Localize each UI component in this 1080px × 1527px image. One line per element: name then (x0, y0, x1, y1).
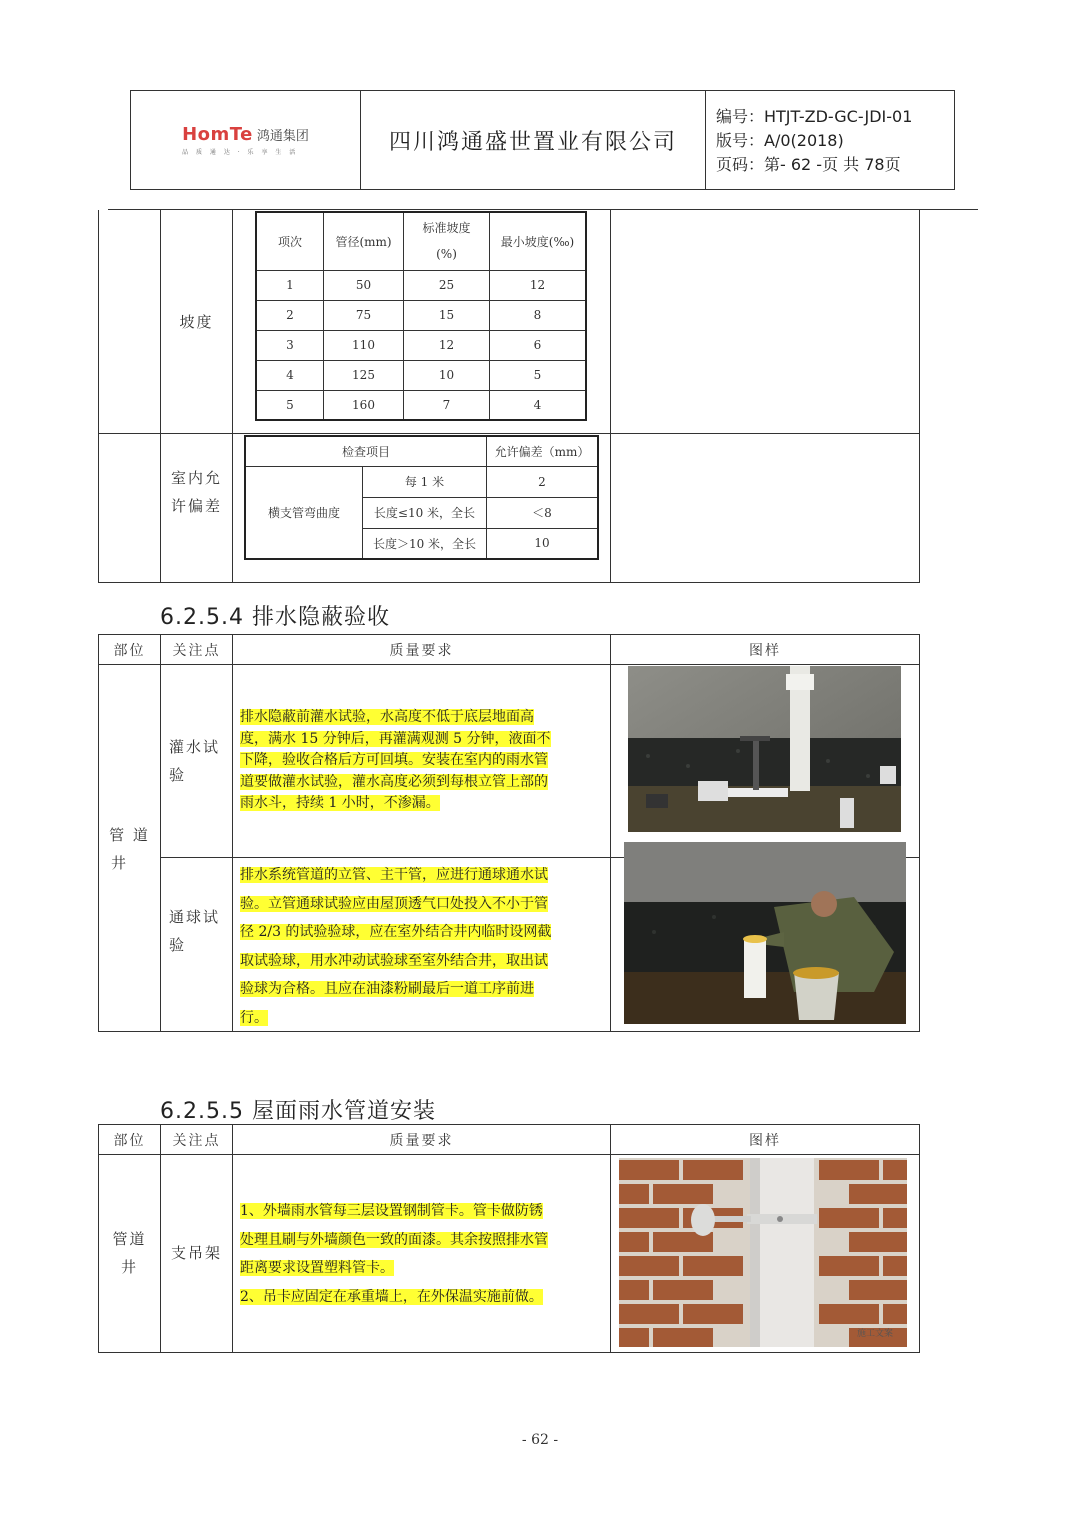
table-row: 5 160 7 4 (256, 390, 586, 420)
col-min-slope: 最小坡度(‰) (490, 212, 587, 270)
header-image: 图样 (749, 1133, 781, 1149)
slope-table (255, 211, 587, 421)
logo-slogan: 品 质 通 达 · 乐 享 生 活 (182, 149, 299, 156)
table-row: 长度＞10 米，全长 10 (245, 528, 598, 559)
requirement-bracket: 1、外墙雨水管每三层设置钢制管卡。管卡做防锈 处理且刷与外墙颜色一致的面漆。其余按照排水管 距离要求设置塑料管卡。 2、吊卡应固定在承重墙上，在外保温实施前做。 (240, 1203, 548, 1305)
rain-pipe-bracket-photo (619, 1158, 907, 1347)
focus-bracket: 支吊架 (170, 1244, 222, 1262)
company-logo (182, 124, 309, 156)
col-tolerance: 允许偏差（mm） (487, 436, 599, 466)
table-row: 长度≤10 米，全长 ＜8 (245, 497, 598, 528)
col-index: 项次 (256, 212, 324, 270)
water-fill-test-photo (628, 666, 901, 832)
table-row: 3 110 12 6 (256, 330, 586, 360)
logo-cell (131, 91, 361, 189)
doc-number: 编号：HTJT-ZD-GC-JDⅠ-01 (716, 107, 913, 126)
ball-pass-test-photo (624, 842, 906, 1024)
section-title: 6.2.5.5 屋面雨水管道安装 (160, 1099, 436, 1124)
focus-water-fill: 灌水试 验 (169, 738, 221, 784)
col-check-item: 检查项目 (245, 436, 487, 466)
deviation-label: 室内允 许偏差 (170, 469, 222, 515)
deviation-table (244, 435, 599, 560)
slope-label: 坡度 (179, 313, 214, 331)
focus-ball-test: 通球试 验 (169, 908, 221, 954)
header-part: 部位 (113, 643, 146, 659)
header-focus: 关注点 (172, 1133, 221, 1149)
logo-cn: 鸿通集团 (256, 129, 309, 144)
header-quality: 质量要求 (389, 643, 454, 659)
table-row: 横支管弯曲度 每 1 米 2 (245, 466, 598, 497)
company-name: 四川鸿通盛世置业有限公司 (361, 91, 706, 189)
doc-page: 页码：第- 62 -页 共 78页 (716, 155, 901, 174)
requirement-water-fill: 排水隐蔽前灌水试验，水高度不低于底层地面高 度，满水 15 分钟后，再灌满观测 5 分钟，液面不 下降，验收合格后方可回填。安装在室内的雨水管 道要做灌水试验，灌水高度必须到每根立管上部的 雨水斗，持续 1 小时，不渗漏。 (240, 709, 551, 811)
col-std-slope: 标准坡度 (%) (404, 212, 490, 270)
part-label: 管道 井 (112, 1230, 147, 1276)
logo-brand: HomTe (182, 124, 253, 145)
table-row: 1 50 25 12 (256, 270, 586, 300)
part-label: 管 道 井 (109, 826, 150, 872)
col-diameter: 管径(mm) (324, 212, 404, 270)
header-focus: 关注点 (172, 643, 221, 659)
photo-watermark: 施工文案 (856, 1329, 893, 1339)
requirement-ball-test: 排水系统管道的立管、主干管，应进行通球通水试 验。立管通球试验应由屋顶透气口处投入不小于管 径 2/3 的试验验球，应在室外结合井内临时设网截 取试验球，用水冲动试验球至室外结合井，取出试 验球为合格。且应在油漆粉刷最后一道工序前进 行。 (240, 867, 552, 1026)
doc-info (706, 91, 954, 189)
header-image: 图样 (749, 643, 781, 659)
header-part: 部位 (113, 1133, 146, 1149)
doc-version: 版号：A/0(2018) (716, 131, 844, 150)
page-number: - 62 - (521, 1432, 559, 1448)
section-title: 6.2.5.4 排水隐蔽验收 (160, 605, 390, 630)
table-row: 2 75 15 8 (256, 300, 586, 330)
table-row: 4 125 10 5 (256, 360, 586, 390)
header-quality: 质量要求 (389, 1133, 454, 1149)
deviation-group: 横支管弯曲度 (245, 466, 363, 559)
document-header (130, 90, 955, 190)
